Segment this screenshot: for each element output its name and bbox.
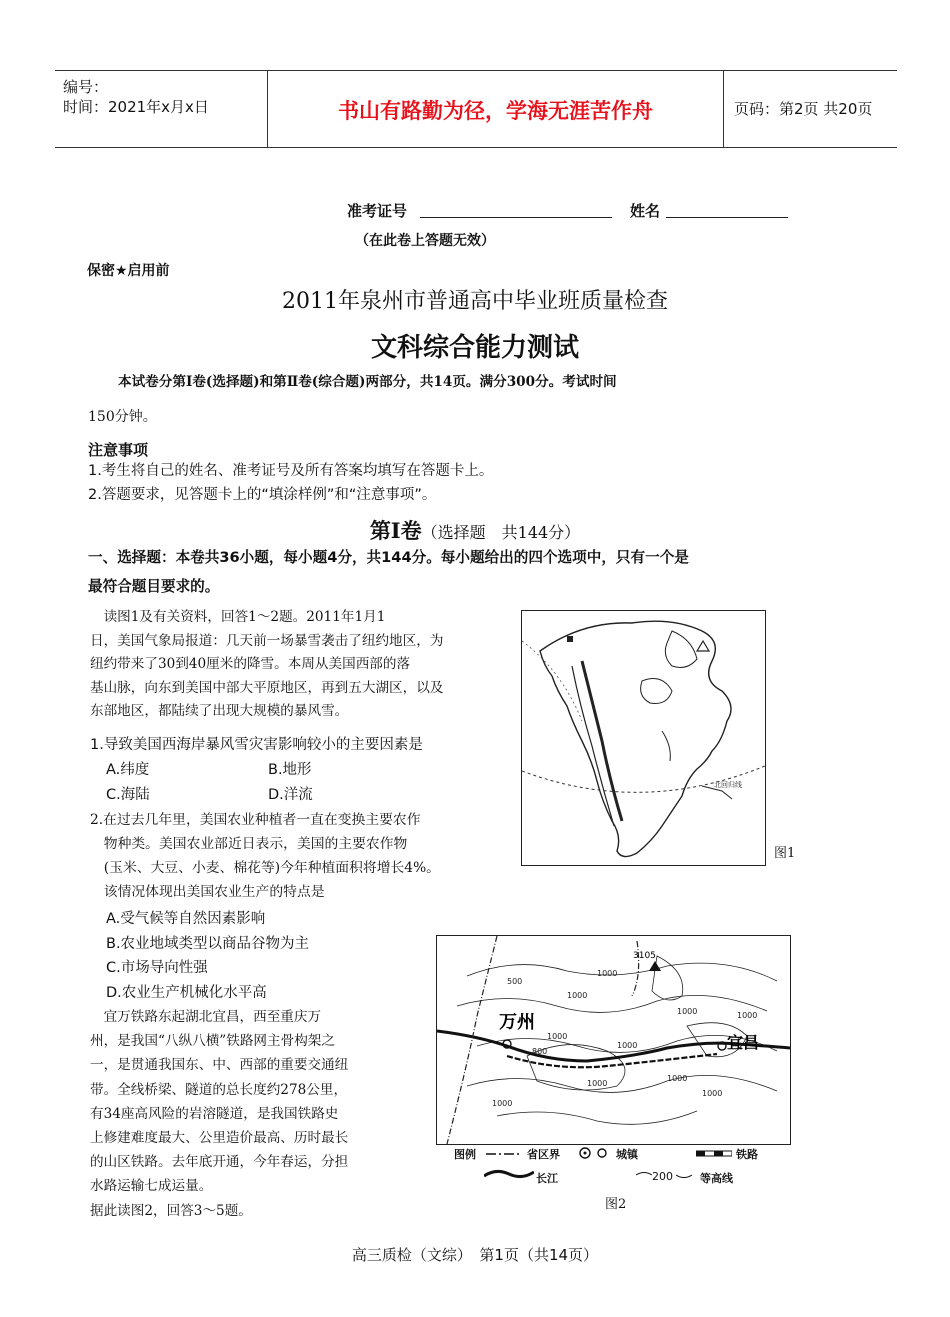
figure-1-label: 图1 xyxy=(774,846,796,861)
passage-1-line: 基山脉，向东到美国中部大平原地区，再到五大湖区，以及 xyxy=(90,679,444,696)
town-symbol-icon xyxy=(578,1146,612,1160)
notes-heading: 注意事项 xyxy=(88,441,149,459)
motto: 书山有路勤为径，学海无涯苦作舟 xyxy=(338,99,653,123)
contour-line-icon xyxy=(676,1170,692,1180)
serial-label: 编号： xyxy=(63,78,109,96)
time-label: 时间：2021年x月x日 xyxy=(63,98,209,116)
tropic-of-cancer-label: 北回归线 xyxy=(714,781,742,789)
q2-stem-line: 2.在过去几年里，美国农业种植者一直在变换主要农作 xyxy=(90,812,421,828)
candidate-name-label: 姓名 xyxy=(630,202,661,220)
q2-option-b: B.农业地域类型以商品谷物为主 xyxy=(106,935,310,952)
passage-2-line: 的山区铁路。去年底开通，今年春运，分担 xyxy=(90,1154,349,1171)
candidate-id-blank xyxy=(420,217,612,218)
q1-option-c: C.海陆 xyxy=(106,787,150,803)
legend-river: 长江 xyxy=(536,1172,558,1185)
passage-2-line: 一，是贯通我国东、中、西部的重要交通纽 xyxy=(90,1057,349,1074)
passage-1-line: 日，美国气象局报道：几天前一场暴雪袭击了纽约地区，为 xyxy=(90,632,444,649)
page-info: 页码：第2页 共20页 xyxy=(734,100,873,118)
legend-rail: 铁路 xyxy=(736,1148,758,1161)
figure-2-label: 图2 xyxy=(605,1197,627,1212)
legend-contour-value: 200 xyxy=(652,1170,673,1183)
q1-option-b: B.地形 xyxy=(268,762,312,778)
north-america-map-graphic xyxy=(522,611,765,865)
legend-boundary: 省区界 xyxy=(527,1148,560,1161)
contour-label: 1000 xyxy=(617,1041,638,1050)
contour-label: 500 xyxy=(507,977,523,986)
secret-mark: 保密★启用前 xyxy=(87,263,170,279)
q2-stem-line: 该情况体现出美国农业生产的特点是 xyxy=(90,884,325,900)
passage-2-line: 有34座高风险的岩溶隧道，是我国铁路史 xyxy=(90,1105,339,1122)
header-meta xyxy=(55,71,267,147)
contour-label: 1000 xyxy=(737,1011,758,1020)
passage-1 xyxy=(90,606,443,724)
topographic-map-graphic xyxy=(437,936,790,1144)
section-title-main: 第Ⅰ卷 xyxy=(369,518,422,543)
candidate-name-blank xyxy=(666,217,788,218)
passage-1-line: 纽约带来了30到40厘米的降雪。本周从美国西部的落 xyxy=(90,656,411,672)
passage-2 xyxy=(90,1005,348,1223)
railway-line-icon xyxy=(696,1150,732,1158)
contour-label: 1000 xyxy=(587,1079,608,1088)
passage-2-line: 带。全线桥梁、隧道的总长度约278公里， xyxy=(90,1081,348,1098)
q2-stem-line: (玉米、大豆、小麦、棉花等)今年种植面积将增长4%。 xyxy=(90,860,440,876)
exam-title: 2011年泉州市普通高中毕业班质量检查 xyxy=(282,289,668,314)
city-yichang: 宜昌 xyxy=(727,1033,760,1052)
contour-label: 1000 xyxy=(547,1032,568,1041)
contour-label: 1000 xyxy=(677,1007,698,1016)
page-footer: 高三质检（文综） 第1页（共14页） xyxy=(351,1246,599,1264)
contour-label: 1000 xyxy=(597,969,618,978)
section-instruction-2: 最符合题目要求的。 xyxy=(88,578,220,595)
q2-stem-line: 物种类。美国农业部近日表示，美国的主要农作物 xyxy=(90,836,408,852)
contour-label: 1000 xyxy=(567,991,588,1000)
header-motto-cell xyxy=(267,71,724,147)
q2-option-c: C.市场导向性强 xyxy=(106,960,208,976)
q1-stem: 1.导致美国西海岸暴风雪灾害影响较小的主要因素是 xyxy=(90,737,423,753)
q2-options xyxy=(106,907,309,1005)
section-title-sub: （选择题 共144分） xyxy=(421,523,581,542)
contour-label: 1000 xyxy=(492,1099,513,1108)
figure-1-map xyxy=(521,610,766,866)
q2-option-d: D.农业生产机械化水平高 xyxy=(106,984,267,1001)
figure-2-legend xyxy=(454,1144,794,1194)
passage-1-line: 读图1及有关资料，回答1～2题。2011年1月1 xyxy=(90,609,386,625)
legend-title: 图例 xyxy=(454,1148,476,1161)
intro-line-2: 150分钟。 xyxy=(88,409,157,425)
passage-2-line: 据此读图2，回答3～5题。 xyxy=(90,1202,252,1219)
contour-label: 1000 xyxy=(702,1089,723,1098)
peak-elevation: 3105 xyxy=(633,951,656,961)
figure-2-map xyxy=(436,935,791,1145)
passage-1-line: 东部地区，都陆续了出现大规模的暴风雪。 xyxy=(90,703,349,719)
passage-2-line: 州，是我国“八纵八横”铁路网主骨构架之 xyxy=(90,1033,335,1050)
contour-label: 800 xyxy=(532,1047,548,1056)
passage-2-line: 宜万铁路东起湖北宜昌，西至重庆万 xyxy=(90,1009,322,1025)
note-item-2: 2.答题要求，见答题卡上的“填涂样例”和“注意事项”。 xyxy=(88,487,437,503)
boundary-line-icon xyxy=(486,1150,524,1158)
legend-contour: 等高线 xyxy=(700,1172,733,1185)
river-line-icon xyxy=(484,1168,534,1180)
contour-line-icon xyxy=(636,1170,652,1180)
city-wanzhou: 万州 xyxy=(499,1012,535,1033)
passage-2-line: 上修建难度最大、公里造价最高、历时最长 xyxy=(90,1130,349,1147)
section-title xyxy=(0,515,950,545)
invalid-note: （在此卷上答题无效） xyxy=(355,233,495,249)
q2-stem xyxy=(90,808,440,904)
page-header xyxy=(55,70,897,148)
contour-label: 1000 xyxy=(667,1074,688,1083)
q1-option-a: A.纬度 xyxy=(106,762,150,778)
q2-option-a: A.受气候等自然因素影响 xyxy=(106,911,266,927)
q1-option-d: D.洋流 xyxy=(268,787,313,803)
intro-line-1: 本试卷分第Ⅰ卷(选择题)和第Ⅱ卷(综合题)两部分，共14页。满分300分。考试时间 xyxy=(118,374,617,390)
exam-subtitle: 文科综合能力测试 xyxy=(370,333,579,363)
note-item-1: 1.考生将自己的姓名、准考证号及所有答案均填写在答题卡上。 xyxy=(88,463,494,479)
passage-2-line: 水路运输七成运量。 xyxy=(90,1178,213,1195)
header-page-cell xyxy=(722,71,897,147)
section-instruction-1: 一、选择题：本卷共36小题，每小题4分，共144分。每小题给出的四个选项中，只有一个是 xyxy=(88,549,689,566)
candidate-id-label: 准考证号 xyxy=(347,202,408,220)
legend-town: 城镇 xyxy=(616,1148,638,1161)
